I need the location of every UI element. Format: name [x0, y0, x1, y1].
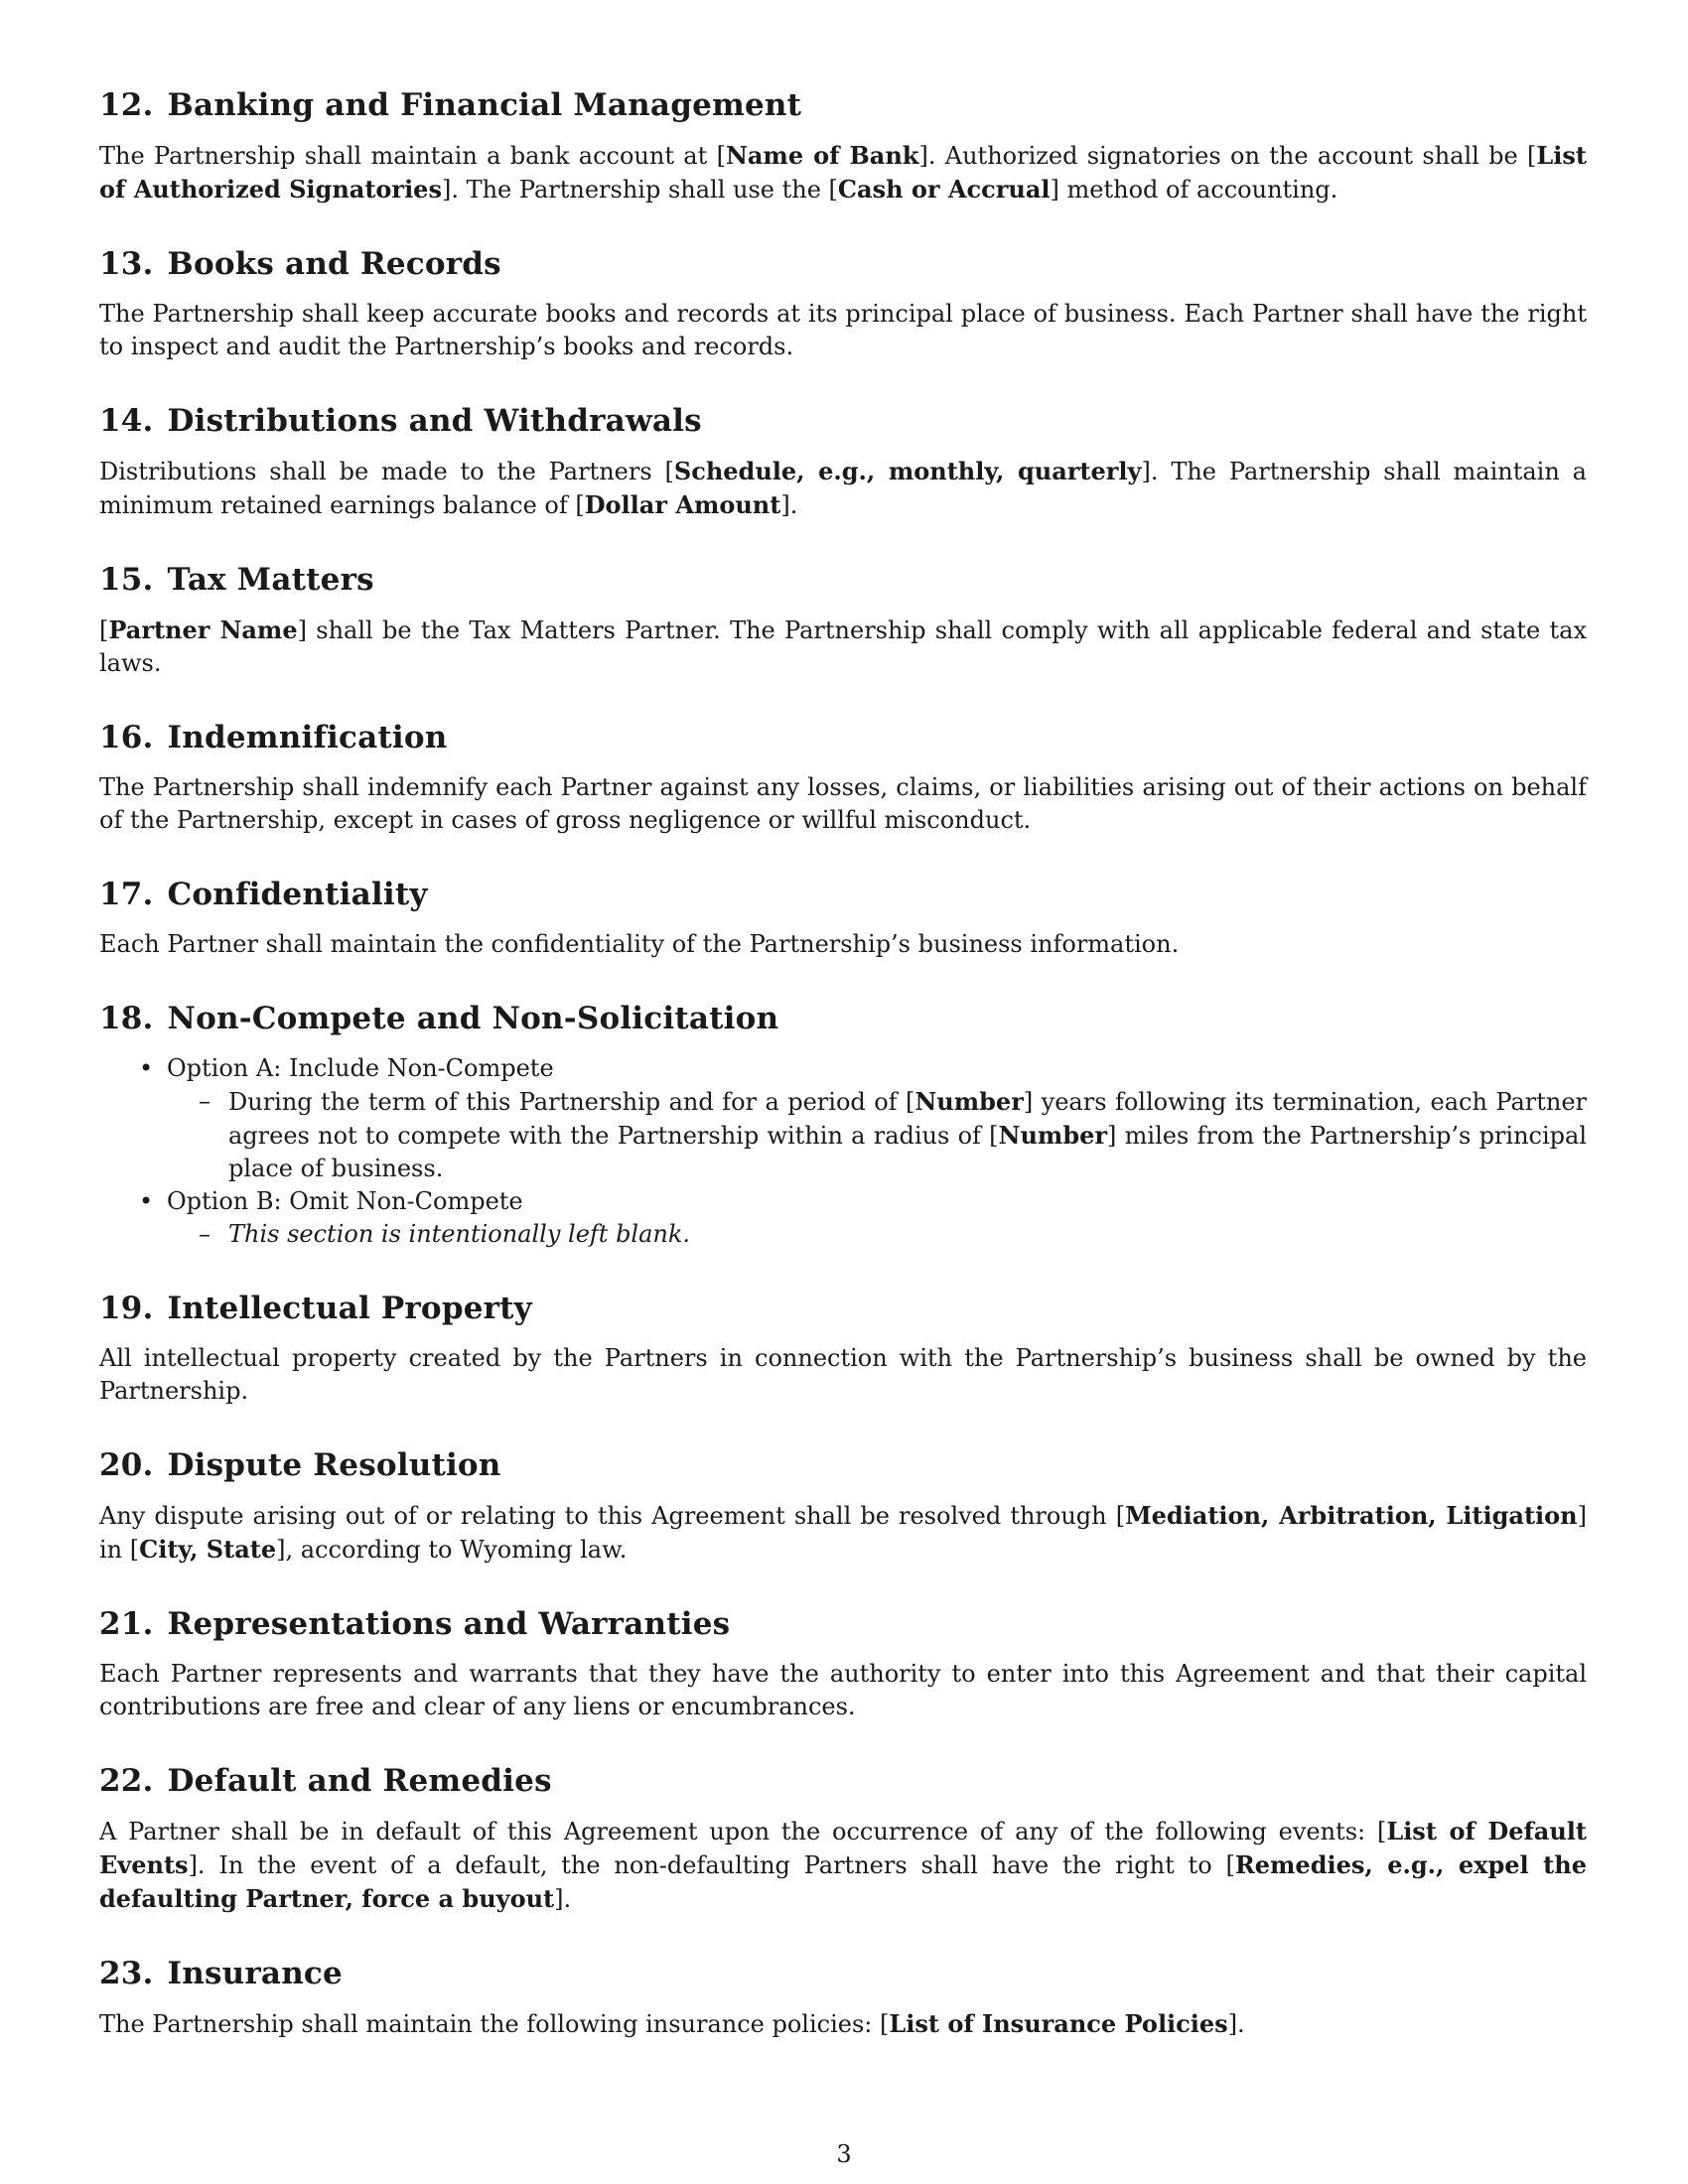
placeholder-field: Name of Bank [725, 141, 919, 170]
section-body: Each Partner shall maintain the confidentiality of the Partnership’s business information. [99, 930, 1180, 958]
section-19 [99, 1289, 1587, 1408]
placeholder-field: Number [914, 1087, 1024, 1116]
document-page [99, 85, 1587, 2079]
section-heading: 13. Books and Records [99, 246, 501, 282]
options-list [99, 1052, 1587, 1251]
placeholder-field: List of Authorized Signatories [99, 141, 1588, 204]
placeholder-field: Number [998, 1121, 1108, 1150]
section-18 [99, 999, 1587, 1251]
section-body: The Partnership shall maintain the following insurance policies: [List of Insurance Policies]. [99, 2009, 1245, 2038]
section-body: The Partnership shall keep accurate books and records at its principal place of business. Each Partner shall have the right to inspect and audit the Partnership’s books and records. [99, 300, 1587, 360]
section-14 [99, 401, 1587, 522]
section-heading: 18. Non-Compete and Non-Solicitation [99, 1001, 779, 1036]
placeholder-field: Dollar Amount [584, 490, 781, 519]
list-item: – During the term of this Partnership and for a period of [Number] years following its termination, each Partner agrees not to compete with the Partnership within a radius of [Number] miles from the Partnership’s principal place of business. [199, 1087, 1588, 1182]
placeholder-field: List of Default Events [99, 1817, 1587, 1879]
section-body: A Partner shall be in default of this Agreement upon the occurrence of any of the following events: [List of Default Events]. In the event of a default, the non-defaulting Partners shall have the right to [Remedies, e.g., expel the defaulting Partner, force a buyout]. [99, 1817, 1587, 1913]
section-heading: 17. Confidentiality [99, 877, 428, 912]
list-item: • Option A: Include Non-Compete – During the term of this Partnership and for a period of [Number] years following its termination, each Partner agrees not to compete with the Partnership within a radius of [Number] miles from the Partnership’s principal place of business. [139, 1052, 1587, 1185]
placeholder-field: Cash or Accrual [837, 175, 1051, 204]
section-heading: 23. Insurance [99, 1956, 343, 1991]
section-body: Each Partner represents and warrants that they have the authority to enter into this Agreement and that their capital contributions are free and clear of any liens or encumbrances. [99, 1660, 1587, 1720]
section-heading: 14. Distributions and Withdrawals [99, 403, 702, 439]
placeholder-field: Schedule, e.g., monthly, quarterly [673, 457, 1142, 485]
section-heading: 16. Indemnification [99, 720, 448, 755]
section-23 [99, 1954, 1587, 2041]
list-item: • Option B: Omit Non-Compete – This section is intentionally left blank. [139, 1185, 1587, 1251]
dash-icon: – [199, 1220, 211, 1248]
section-heading: 20. Dispute Resolution [99, 1447, 501, 1483]
placeholder-field: City, State [139, 1535, 277, 1564]
section-16 [99, 718, 1587, 837]
placeholder-field: List of Insurance Policies [889, 2009, 1228, 2038]
placeholder-field: Mediation, Arbitration, Litigation [1125, 1501, 1578, 1530]
section-12 [99, 85, 1587, 206]
dash-icon: – [199, 1087, 211, 1115]
section-heading: 12. Banking and Financial Management [99, 87, 802, 123]
section-15 [99, 560, 1587, 680]
section-21 [99, 1604, 1587, 1723]
section-13 [99, 244, 1587, 363]
section-body: The Partnership shall indemnify each Partner against any losses, claims, or liabilities arising out of their actions on behalf of the Partnership, except in cases of gross negligence or willful misconduct. [99, 773, 1587, 834]
list-item: – This section is intentionally left blank. [199, 1218, 1587, 1251]
section-20 [99, 1445, 1587, 1567]
section-body: Distributions shall be made to the Partners [Schedule, e.g., monthly, quarterly]. The Partnership shall maintain a minimum retained earnings balance of [Dollar Amount]. [99, 457, 1587, 519]
bullet-icon: • [139, 1054, 154, 1082]
section-22 [99, 1761, 1587, 1916]
placeholder-field: Remedies, e.g., expel the defaulting Partner, force a buyout [99, 1850, 1587, 1913]
section-body: Any dispute arising out of or relating to this Agreement shall be resolved through [Mediation, Arbitration, Litigation] in [City, State], according to Wyoming law. [99, 1501, 1587, 1564]
bullet-icon: • [139, 1187, 154, 1215]
section-body: The Partnership shall maintain a bank account at [Name of Bank]. Authorized signatories on the account shall be [List of Authorized Signatories]. The Partnership shall use the [Cash or Accrual] method of accounting. [99, 141, 1588, 204]
section-heading: 22. Default and Remedies [99, 1763, 552, 1799]
section-heading: 15. Tax Matters [99, 562, 374, 598]
section-17 [99, 875, 1587, 961]
sub-list [167, 1218, 1587, 1251]
page-number: 3 [836, 2140, 852, 2168]
section-body: [Partner Name] shall be the Tax Matters Partner. The Partnership shall comply with all applicable federal and state tax laws. [99, 615, 1587, 677]
section-heading: 21. Representations and Warranties [99, 1606, 731, 1642]
placeholder-field: Partner Name [108, 615, 298, 644]
section-heading: 19. Intellectual Property [99, 1291, 532, 1326]
sub-list [167, 1085, 1587, 1185]
section-body: All intellectual property created by the Partners in connection with the Partnership’s business shall be owned by the Partnership. [99, 1344, 1587, 1405]
